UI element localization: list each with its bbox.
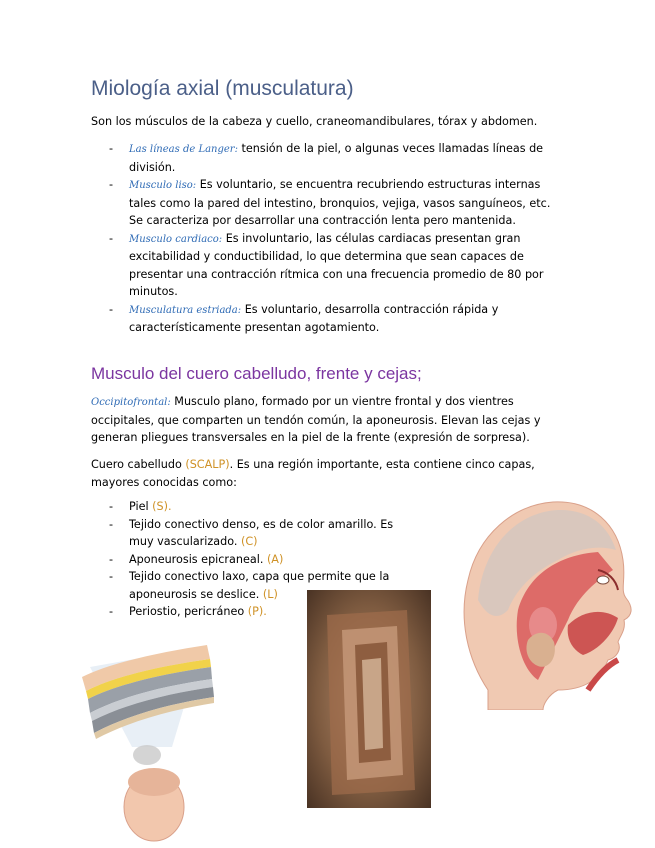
paragraph-text: . Es una región importante, esta contiene cinco capas, mayores conocidas como:: [91, 458, 535, 489]
layer-text: Piel: [129, 500, 153, 513]
term-text: Es voluntario, se encuentra recubriendo estructuras internas tales como la pared del intestino, bronquios, vejiga, vasos sanguíneos, etc. Se caracteriza por desarrollar una contracción lenta pero mantenida.: [129, 178, 551, 227]
list-item: [91, 516, 421, 551]
paragraph-text: Musculo plano, formado por un vientre frontal y dos vientres occipitales, que comparten un tendón común, la aponeurosis. Elevan las cejas y generan pliegues transversales en la piel de la frente (expresión de sorpresa).: [91, 395, 541, 444]
layer-tail: .: [168, 500, 172, 513]
list-item: [91, 176, 561, 230]
layer-letter: (P): [247, 605, 264, 618]
bullet-dash: -: [109, 178, 114, 191]
bullet-dash: -: [109, 605, 114, 618]
scalp-paragraph: [91, 456, 561, 491]
layer-letter: (S): [152, 500, 168, 513]
layer-text: Tejido conectivo laxo, capa que permite que la aponeurosis se deslice.: [129, 570, 390, 601]
layer-letter: (L): [262, 587, 278, 601]
term-label: Occipitofrontal:: [91, 397, 171, 408]
section-heading: Musculo del cuero cabelludo, frente y cejas;: [91, 364, 422, 383]
term-label: Las líneas de Langer:: [129, 144, 238, 155]
layer-text: Aponeurosis epicraneal.: [129, 552, 267, 566]
intro-paragraph: Son los músculos de la cabeza y cuello, craneomandibulares, tórax y abdomen.: [91, 115, 538, 128]
facial-muscles-illustration: [448, 490, 638, 710]
bullet-dash: -: [109, 231, 114, 245]
list-item: [91, 230, 561, 301]
layer-text: Periostio, pericráneo: [129, 605, 248, 618]
bullet-dash: -: [109, 517, 114, 531]
layer-text: Tejido conectivo denso, es de color amarillo. Es muy vascularizado.: [129, 517, 394, 548]
scalp-layers-diagram: [72, 637, 222, 847]
list-item: [91, 301, 561, 337]
term-text: Es voluntario, desarrolla contracción rápida y característicamente presentan agotamiento.: [129, 302, 499, 334]
bullet-dash: -: [109, 302, 114, 316]
bullet-dash: -: [109, 500, 114, 513]
layer-tail: .: [263, 605, 267, 618]
layer-letter: (C): [240, 535, 258, 548]
page-title: Miología axial (musculatura): [91, 77, 354, 100]
bullet-dash: -: [109, 552, 114, 566]
list-item: [91, 551, 421, 569]
term-text: Es involuntario, las células cardiacas presentan gran excitabilidad y conductibilidad, lo que determina que sean capaces de presentar una contracción rítmica con una frecuencia promedio de 80 por minutos.: [129, 231, 544, 298]
muscle-types-list: [91, 140, 561, 337]
term-label: Musculo cardiaco:: [129, 233, 223, 245]
bullet-dash: -: [109, 142, 114, 155]
term-label: Musculo liso:: [129, 180, 197, 191]
layer-letter: (A): [266, 552, 284, 566]
occipitofrontal-paragraph: [91, 393, 561, 447]
term-label: Musculatura estriada:: [129, 304, 242, 316]
scalp-abbreviation: (SCALP): [185, 458, 230, 471]
list-item: [91, 140, 561, 176]
bullet-dash: -: [109, 570, 114, 583]
term-text: tensión de la piel, o algunas veces llamadas líneas de división.: [129, 142, 544, 174]
scalp-dissection-photo: [307, 590, 431, 808]
list-item: [91, 498, 421, 516]
paragraph-text: Cuero cabelludo: [91, 458, 186, 471]
